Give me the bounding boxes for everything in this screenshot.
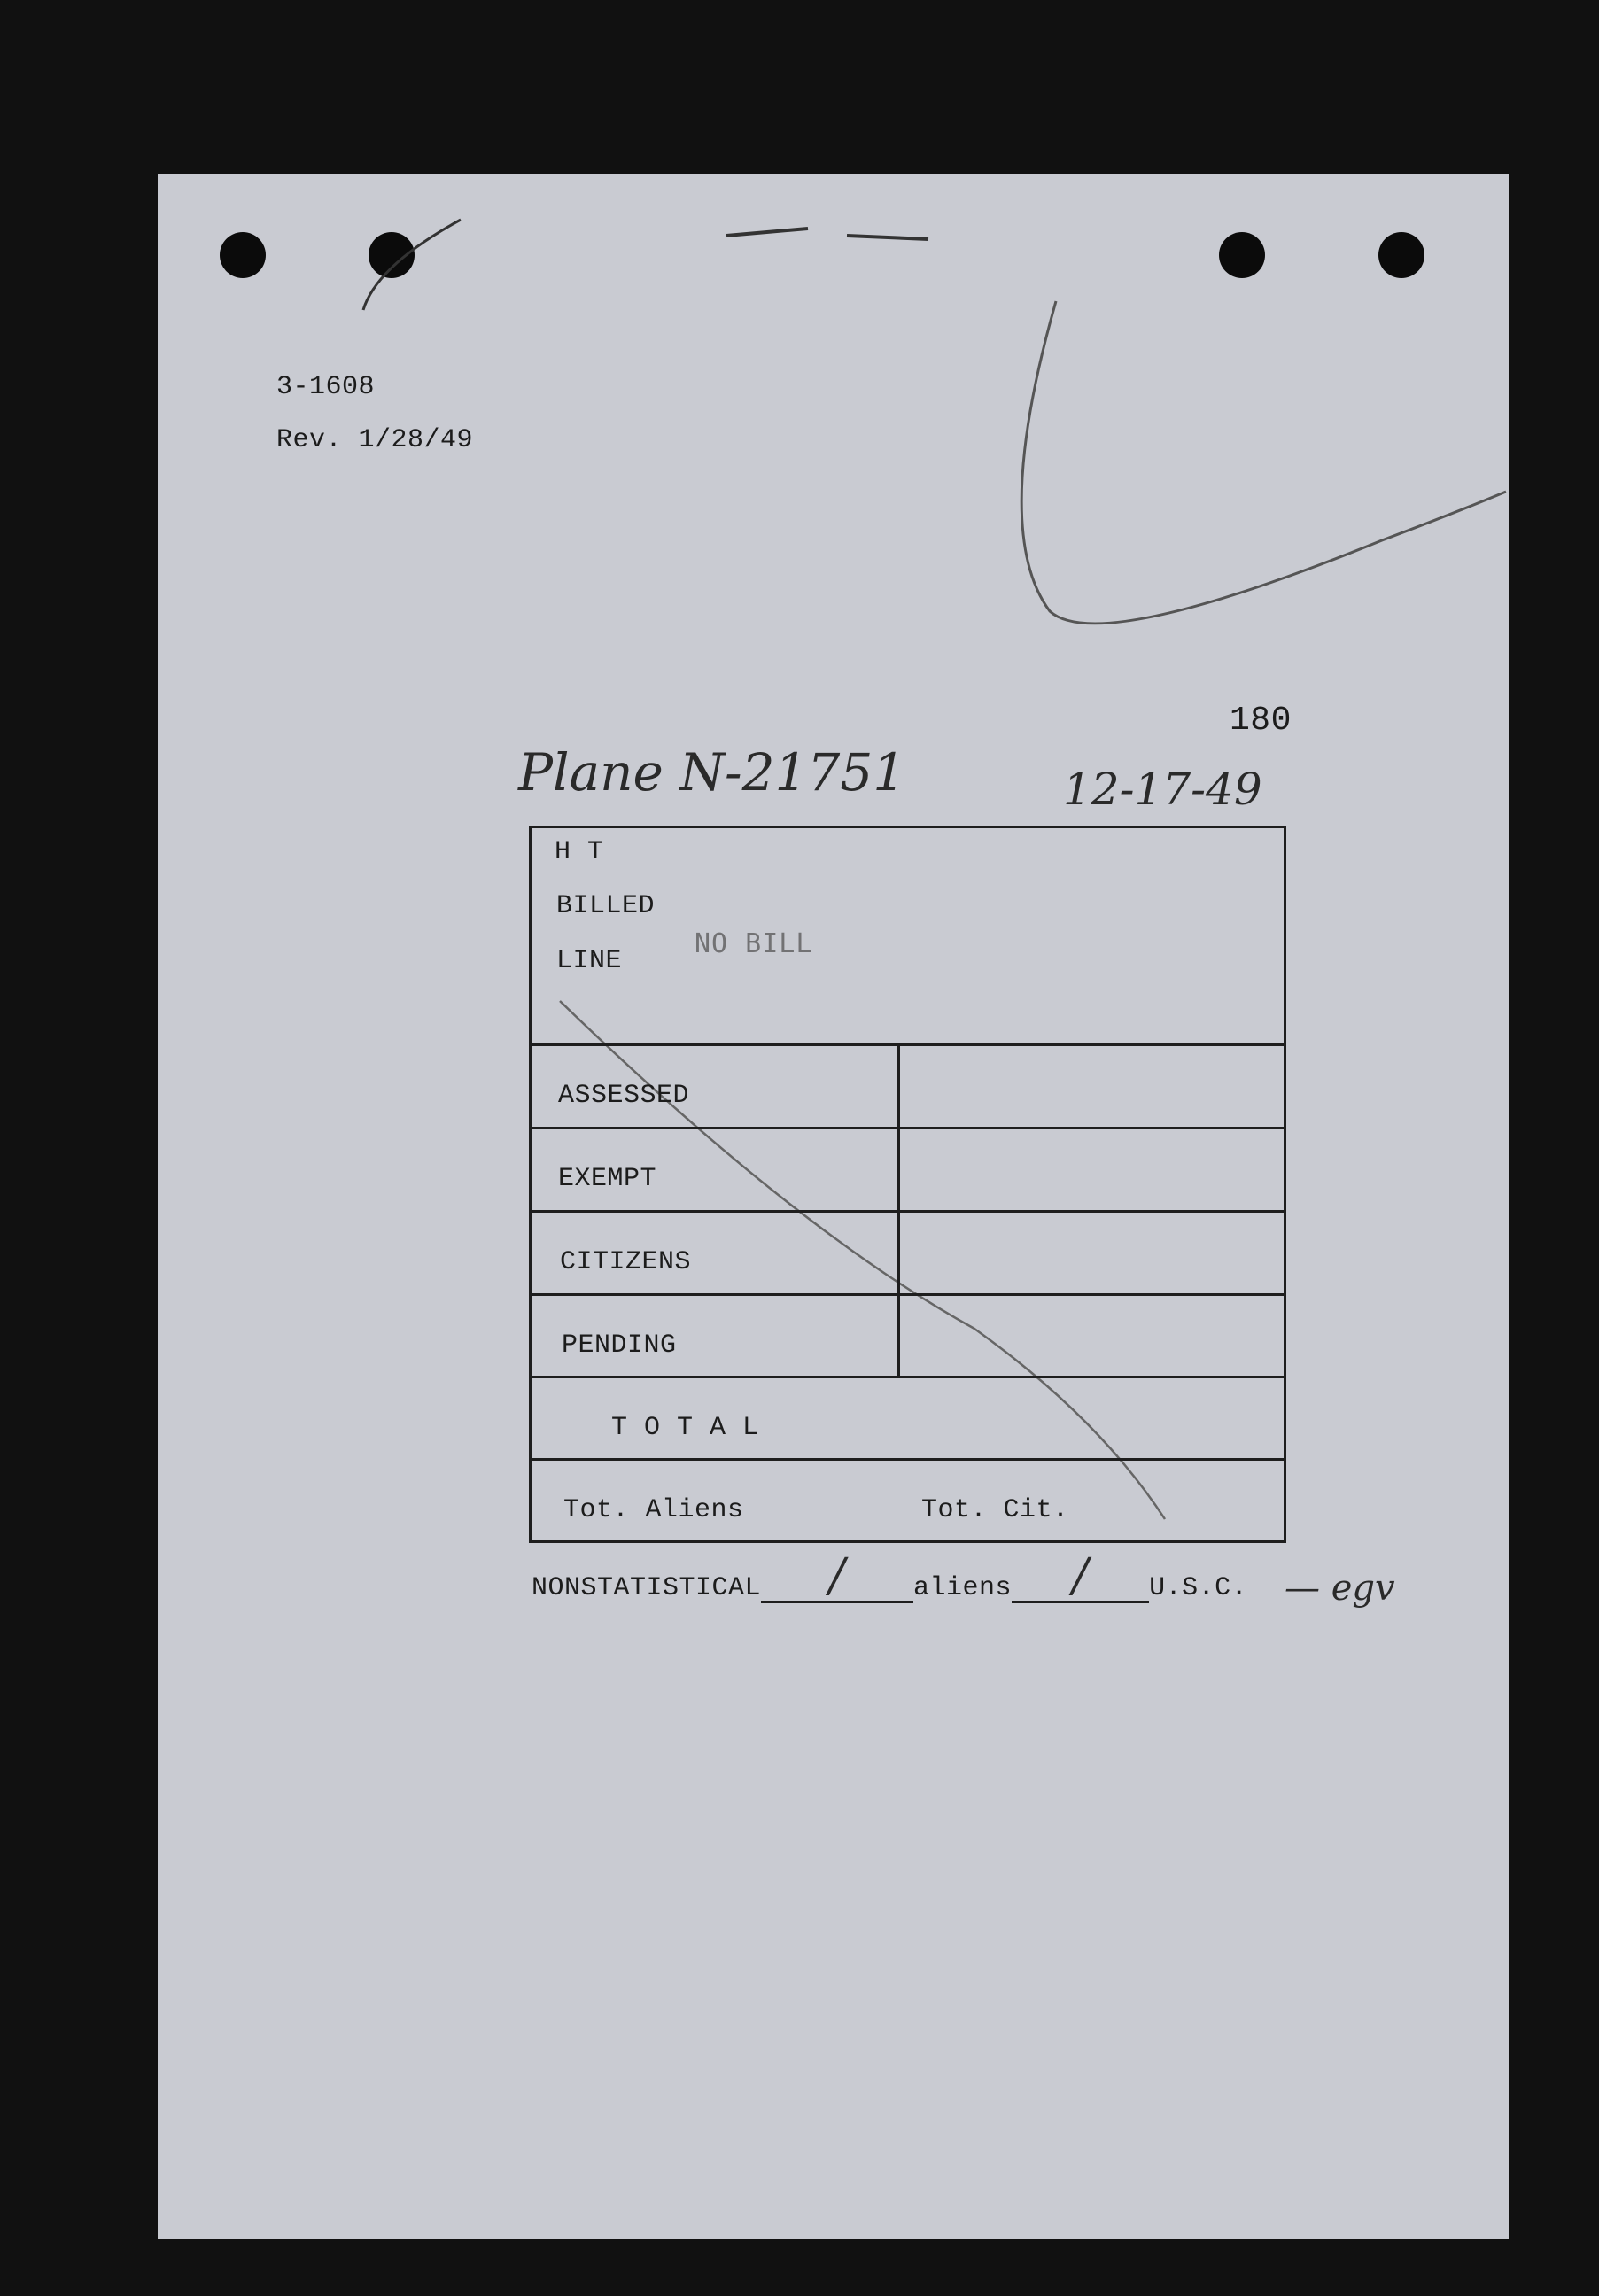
handwritten-plane-number: Plane N-21751 [518,742,906,803]
handwritten-date: 12-17-49 [1063,764,1262,815]
billed-label: BILLED [556,891,656,921]
citizens-label: CITIZENS [560,1247,692,1277]
usc-count: / [1072,1549,1089,1602]
page-number: 180 [1230,702,1292,740]
divider [532,1293,1285,1296]
total-aliens-label: Tot. Aliens [563,1495,744,1525]
nonstatistical-label: NONSTATISTICAL [532,1573,762,1603]
divider [532,1127,1285,1129]
handwritten-initials: — egv [1285,1568,1395,1609]
divider [532,1043,1285,1046]
line-label: LINE [556,946,623,976]
aliens-count: / [829,1549,846,1602]
column-divider [897,1045,900,1377]
nonstatistical-line [532,1549,1248,1603]
pending-label: PENDING [562,1330,677,1361]
aliens-blank [761,1549,913,1603]
form-revision: Rev. 1/28/49 [276,425,474,455]
divider [532,1458,1285,1461]
aliens-label: aliens [913,1573,1013,1603]
form-number: 3-1608 [276,372,376,402]
divider [532,1376,1285,1378]
ht-label: H T [555,837,604,867]
total-citizens-label: Tot. Cit. [921,1495,1069,1525]
usc-blank [1012,1549,1149,1603]
divider [532,1210,1285,1213]
total-label: T O T A L [611,1413,759,1443]
assessed-label: ASSESSED [558,1081,690,1111]
no-bill-stamp: NO BILL [695,928,813,959]
usc-label: U.S.C. [1149,1573,1248,1603]
exempt-label: EXEMPT [558,1164,657,1194]
